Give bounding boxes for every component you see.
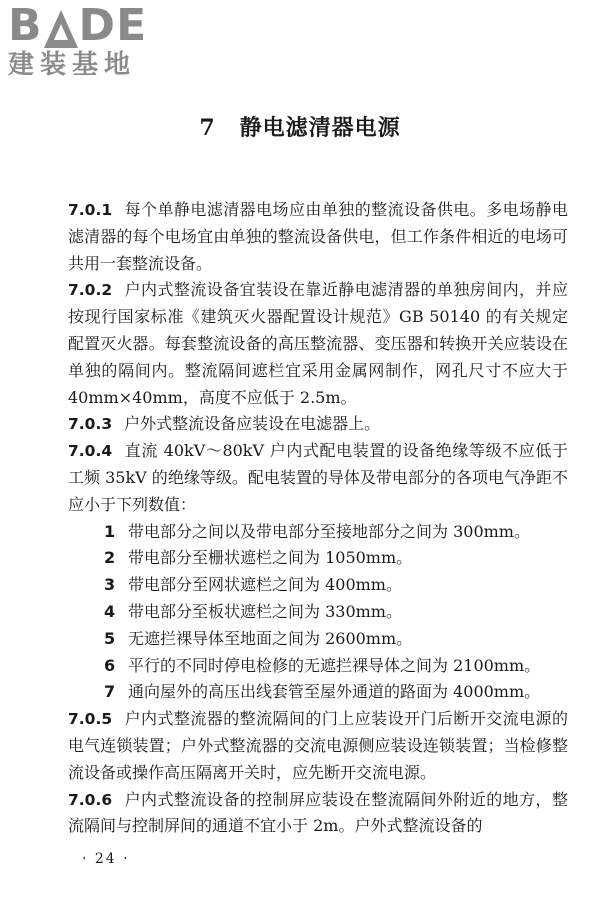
list-index: 3 <box>104 575 116 595</box>
logo-wordmark <box>8 0 178 51</box>
logo-letter-b: B <box>8 0 43 51</box>
clause-number: 7.0.6 <box>68 790 113 809</box>
clause-paragraph <box>68 787 568 841</box>
list-text: 带电部分之间以及带电部分至接地部分之间为 300mm。 <box>128 521 530 541</box>
clause-paragraph <box>68 438 568 518</box>
list-index: 7 <box>104 682 116 702</box>
list-text: 通向屋外的高压出线套管至屋外通道的路面为 4000mm。 <box>128 682 541 702</box>
clause-number: 7.0.3 <box>68 415 113 434</box>
chapter-title <box>0 114 600 142</box>
page-number: · 24 · <box>82 851 130 867</box>
clause-number: 7.0.1 <box>68 201 113 219</box>
brand-logo <box>8 0 178 90</box>
list-item <box>68 545 568 572</box>
clause-text: 直流 40kV～80kV 户内式配电装置的设备绝缘等级不应低于工频 35kV 的绝缘等级。配电装置的导体及带电部分的各项电气净距不应小于下列数值： <box>68 441 568 514</box>
list-index: 1 <box>104 521 116 541</box>
clause-paragraph <box>68 411 568 438</box>
list-item <box>68 519 568 546</box>
list-text: 带电部分至栅状遮栏之间为 1050mm。 <box>128 548 413 568</box>
list-text: 平行的不同时停电检修的无遮拦裸导体之间为 2100mm。 <box>128 655 541 675</box>
document-body <box>68 197 568 840</box>
list-index: 5 <box>104 628 116 648</box>
list-item <box>68 679 568 706</box>
logo-letters-de: DE <box>78 0 148 51</box>
logo-a-triangle-icon <box>44 8 78 48</box>
list-text: 无遮拦裸导体至地面之间为 2600mm。 <box>128 628 413 648</box>
list-index: 2 <box>104 548 116 568</box>
list-index: 4 <box>104 601 116 621</box>
list-item <box>68 599 568 626</box>
clause-paragraph <box>68 277 568 411</box>
clause-number: 7.0.2 <box>68 281 113 300</box>
clause-text: 户内式整流器的整流隔间的门上应装设开门后断开交流电源的电气连锁装置；户外式整流器的交流电源侧应装设连锁装置；当检修整流设备或操作高压隔离开关时，应先断开交流电源。 <box>68 709 568 782</box>
chapter-number: 7 <box>199 115 216 141</box>
clause-paragraph <box>68 706 568 786</box>
list-text: 带电部分至网状遮栏之间为 400mm。 <box>128 575 402 595</box>
clause-number: 7.0.5 <box>68 710 113 729</box>
clause-paragraph <box>68 197 568 277</box>
clause-text: 每个单静电滤清器电场应由单独的整流设备供电。多电场静电滤清器的每个电场宜由单独的整流设备供电，但工作条件相近的电场可共用一套整流设备。 <box>68 200 568 273</box>
clause-number: 7.0.4 <box>68 442 113 461</box>
logo-subtitle: 建装基地 <box>8 50 137 80</box>
chapter-title-text: 静电滤清器电源 <box>239 115 401 141</box>
list-item <box>68 572 568 599</box>
list-text: 带电部分至板状遮栏之间为 330mm。 <box>128 601 402 621</box>
list-item <box>68 626 568 653</box>
clause-text: 户内式整流设备的控制屏应装设在整流隔间外附近的地方，整流隔间与控制屏间的通道不宜小于 2m。户外式整流设备的 <box>68 789 568 836</box>
clause-text: 户外式整流设备应装设在电滤器上。 <box>124 414 381 434</box>
list-item <box>68 653 568 680</box>
list-index: 6 <box>104 655 116 675</box>
clause-text: 户内式整流设备宜装设在靠近静电滤清器的单独房间内，并应按现行国家标准《建筑灭火器配置设计规范》GB 50140 的有关规定配置灭火器。每套整流设备的高压整流器、变压器和转换开关应装设在单独的隔间内。整流隔间遮栏宜采用金属网制作，网孔尺寸不应大于 40mm×40mm，高度不应低于 2.5m。 <box>68 280 568 407</box>
